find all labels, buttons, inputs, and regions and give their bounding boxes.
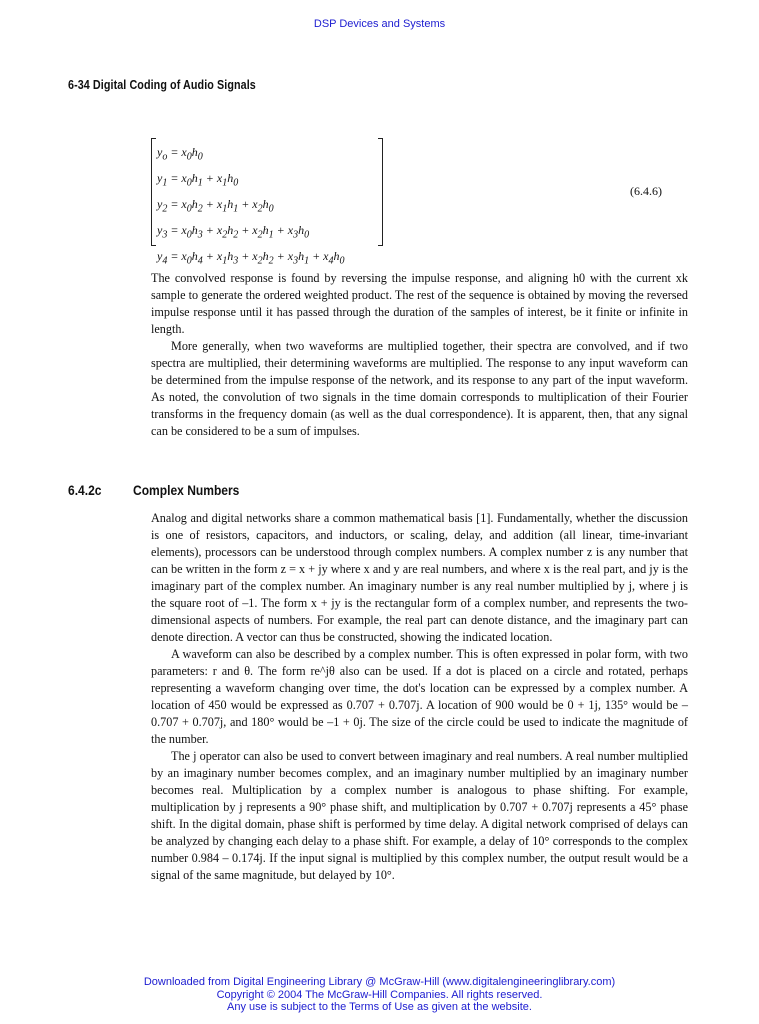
equation-row-2: $y_2 = x_0h_2 + x_1h_1 + x_2h_0$	[157, 196, 274, 215]
footer-terms-link[interactable]: Any use is subject to the Terms of Use as given at the website.	[227, 1001, 532, 1013]
section-header: 6-34 Digital Coding of Audio Signals	[68, 78, 256, 92]
footer-copyright: Copyright © 2004 The McGraw-Hill Companies. All rights reserved.	[216, 988, 543, 1001]
body-text-convolution	[151, 270, 688, 440]
equation-row-1: $y_1 = x_0h_1 + x_1h_0$	[157, 170, 239, 189]
footer	[0, 976, 759, 1014]
equation-row-3: $y_3 = x_0h_3 + x_2h_2 + x_2h_1 + x_3h_0$	[157, 222, 310, 241]
footer-download-link[interactable]: Downloaded from Digital Engineering Library @ McGraw-Hill (www.digitalengineeringlibrary.com)	[143, 976, 616, 988]
paragraph-complex-basis: Analog and digital networks share a common mathematical basis [1]. Fundamentally, whether the discussion is one of resistors, capacitors, and inductors, or scaling, delay, and addition (all linear, time-invariant elements), processors can be understood through complex numbers. A complex number z is any number that can be written in the form z = x + jy where x and y are real numbers, and where x is the real part, and jy is the imaginary part of the complex number. An imaginary number is any real number multiplied by j, where j is the square root of –1. The form x + jy is the rectangular form of a complex number, and represents the two-dimensional aspects of numbers. For example, the real part can denote distance, and the imaginary part can denote direction. A vector can thus be constructed, showing the indicated location.	[151, 511, 688, 644]
paragraph-waveforms-multiplied: More generally, when two waveforms are multiplied together, their spectra are convolved, and if two spectra are multiplied, their determining waveforms are multiplied. The response to any input waveform can be determined from the impulse response of the network, and its response to any part of the input waveform. As noted, the convolution of two signals in the time domain corresponds to multiplication of their Fourier transforms in the frequency domain (as well as the dual correspondence). It is apparent, then, that any signal can be considered to be a sum of impulses.	[151, 339, 688, 438]
body-text-complex-numbers	[151, 510, 688, 884]
equation-row-4: $y_4 = x_0h_4 + x_1h_3 + x_2h_2 + x_3h_1 + x_4h_0$	[157, 248, 345, 267]
running-header: DSP Devices and Systems	[313, 18, 446, 30]
subsection-title: Complex Numbers	[133, 482, 240, 498]
paragraph-convolved-response: The convolved response is found by reversing the impulse response, and aligning h0 with the current xk sample to generate the ordered weighted product. The rest of the sequence is obtained by moving the reversed impulse response until it has passed through the duration of the samples of interest, be it finite or infinite in length.	[151, 271, 688, 336]
subsection-number: 6.4.2c	[68, 482, 102, 498]
equation-row-0: $y_o = x_0h_0$	[157, 145, 203, 163]
equation-number: (6.4.6)	[630, 184, 662, 198]
paragraph-j-operator: The j operator can also be used to convert between imaginary and real numbers. A real number multiplied by an imaginary number becomes complex, and an imaginary number multiplied by an imaginary number becomes real. Multiplication by a complex number is analogous to phase shifting. For example, multiplication by j represents a 90° phase shift, and multiplication by 0.707 + 0.707j represents a 45° phase shift. In the digital domain, phase shift is performed by time delay. A digital network comprised of delays can be analyzed by changing each delay to a phase shift. For example, a delay of 10° corresponds to the complex number 0.984 – 0.174j. If the input signal is multiplied by this complex number, the output result would be a signal of the same magnitude, but delayed by 10°.	[151, 749, 688, 882]
convolution-equation-matrix	[151, 138, 383, 267]
paragraph-polar-form: A waveform can also be described by a complex number. This is often expressed in polar form, with two parameters: r and θ. The form re^jθ also can be used. If a dot is placed on a circle and rotated, perhaps representing a waveform changing over time, the dot's location can be expressed by a complex number. A location of 450 would be expressed as 0.707 + 0.707j. A location of 900 would be 0 + 1j, 135° would be –0.707 + 0.707j, and 180° would be –1 + 0j. The size of the circle could be used to indicate the magnitude of the number.	[151, 647, 688, 746]
